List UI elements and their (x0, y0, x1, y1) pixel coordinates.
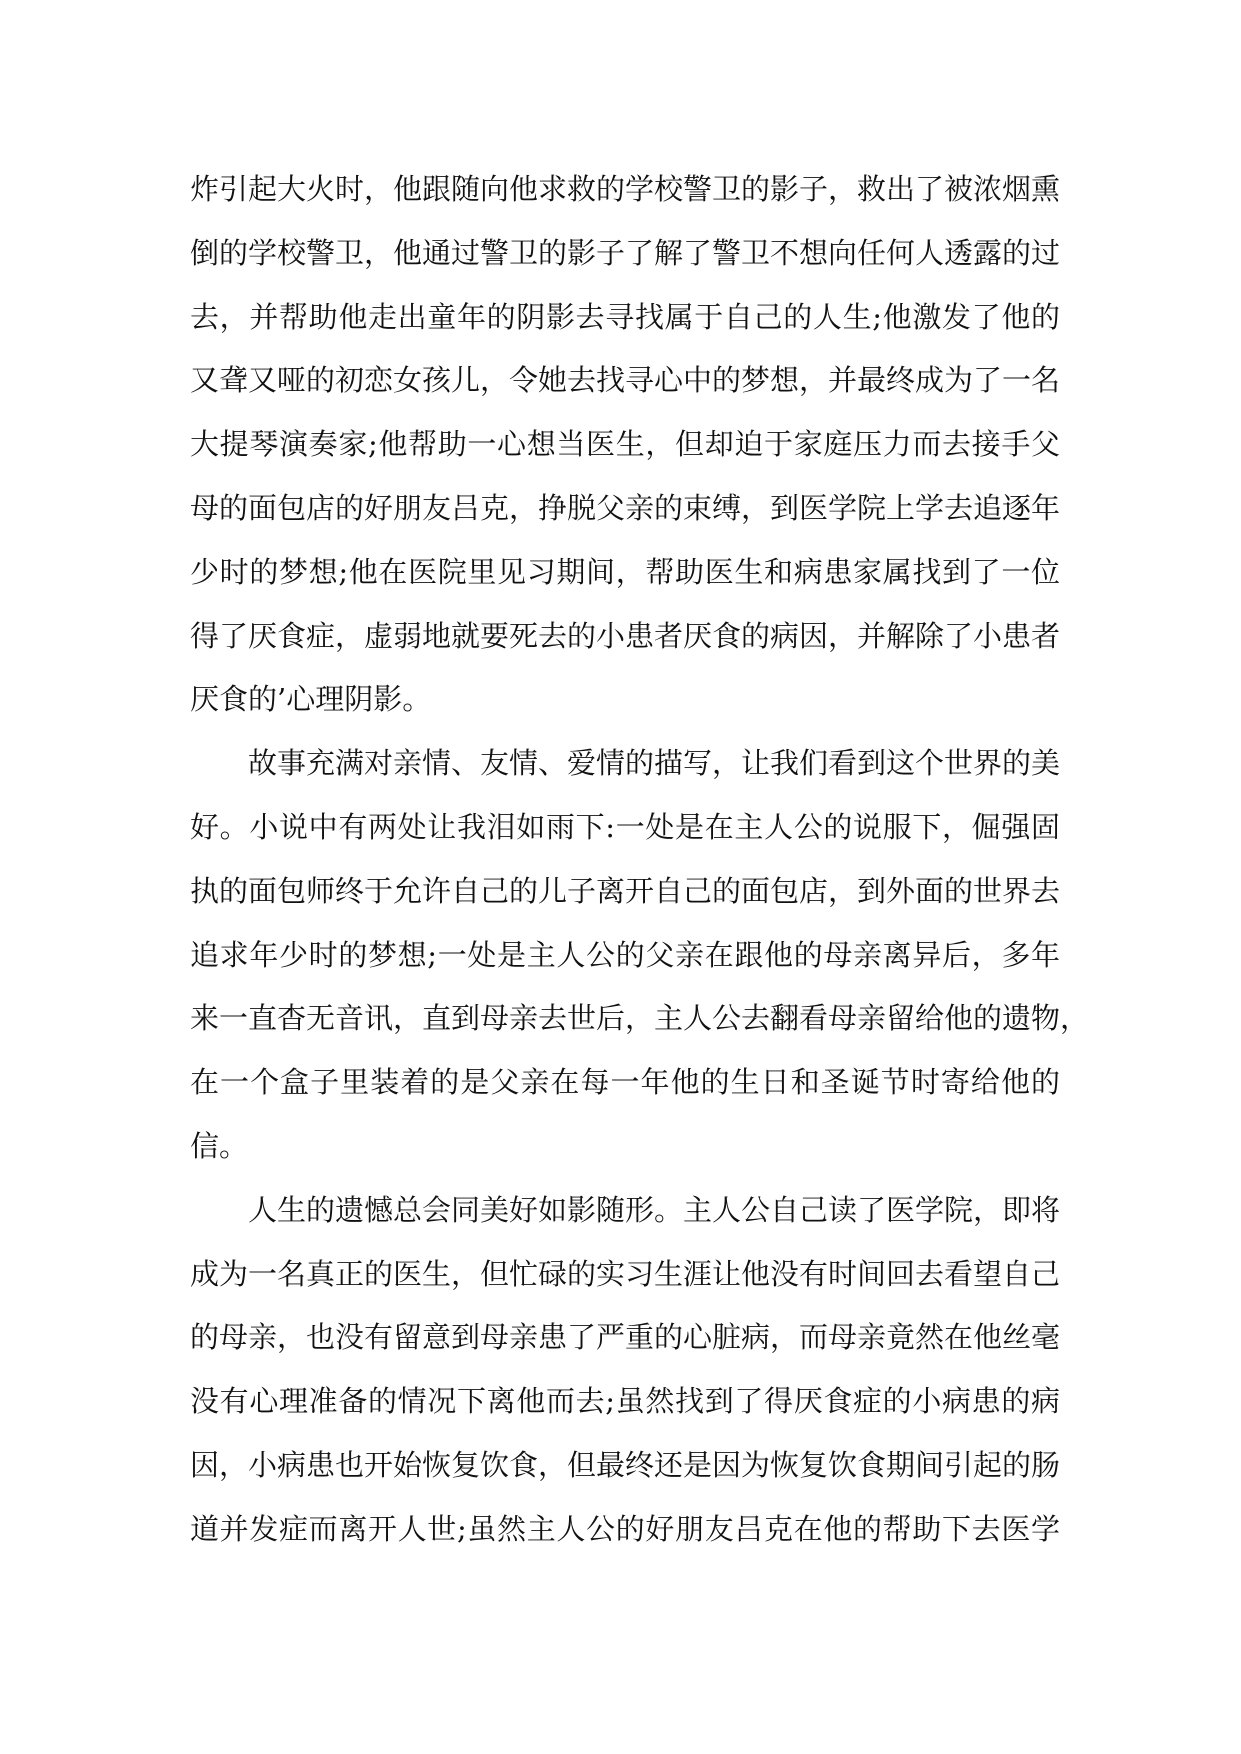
text-line: 好。小说中有两处让我泪如雨下:一处是在主人公的说服下，倔强固 (190, 809, 1060, 844)
text-line: 故事充满对亲情、友情、爱情的描写，让我们看到这个世界的美 (248, 746, 1061, 781)
text-line: 厌食的’心理阴影。 (190, 682, 432, 717)
text-line: 倒的学校警卫，他通过警卫的影子了解了警卫不想向任何人透露的过 (190, 235, 1061, 270)
paragraph-1 (190, 158, 1060, 732)
text-line: 信。 (190, 1128, 249, 1163)
paragraph-2 (190, 732, 1090, 1179)
text-line: 的母亲，也没有留意到母亲患了严重的心脏病，而母亲竟然在他丝毫 (190, 1320, 1061, 1355)
text-line: 成为一名真正的医生，但忙碌的实习生涯让他没有时间回去看望自己 (190, 1256, 1061, 1291)
text-line: 母的面包店的好朋友吕克，挣脱父亲的束缚，到医学院上学去追逐年 (190, 490, 1061, 525)
text-line: 去，并帮助他走出童年的阴影去寻找属于自己的人生;他激发了他的 (190, 299, 1060, 334)
text-line: 又聋又哑的初恋女孩儿，令她去找寻心中的梦想，并最终成为了一名 (190, 363, 1061, 398)
text-line: 执的面包师终于允许自己的儿子离开自己的面包店，到外面的世界去 (190, 873, 1061, 908)
text-line: 在一个盒子里装着的是父亲在每一年他的生日和圣诞节时寄给他的 (190, 1065, 1060, 1100)
text-line: 炸引起大火时，他跟随向他求救的学校警卫的影子，救出了被浓烟熏 (190, 172, 1061, 206)
text-line: 得了厌食症，虚弱地就要死去的小患者厌食的病因，并解除了小患者 (190, 618, 1061, 653)
text-line: 来一直杳无音讯，直到母亲去世后，主人公去翻看母亲留给他的遗物， (190, 1001, 1090, 1036)
text-line: 没有心理准备的情况下离他而去;虽然找到了得厌食症的小病患的病 (190, 1384, 1060, 1419)
body-text (190, 158, 1090, 1562)
text-line: 人生的遗憾总会同美好如影随形。主人公自己读了医学院，即将 (248, 1192, 1061, 1227)
text-line: 因，小病患也开始恢复饮食，但最终还是因为恢复饮食期间引起的肠 (190, 1447, 1061, 1482)
text-line: 道并发症而离开人世;虽然主人公的好朋友吕克在他的帮助下去医学 (190, 1511, 1060, 1546)
text-line: 追求年少时的梦想;一处是主人公的父亲在跟他的母亲离异后，多年 (190, 937, 1060, 972)
text-line: 少时的梦想;他在医院里见习期间，帮助医生和病患家属找到了一位 (190, 554, 1060, 589)
paragraph-3 (190, 1179, 1060, 1562)
text-line: 大提琴演奏家;他帮助一心想当医生，但却迫于家庭压力而去接手父 (190, 427, 1060, 462)
